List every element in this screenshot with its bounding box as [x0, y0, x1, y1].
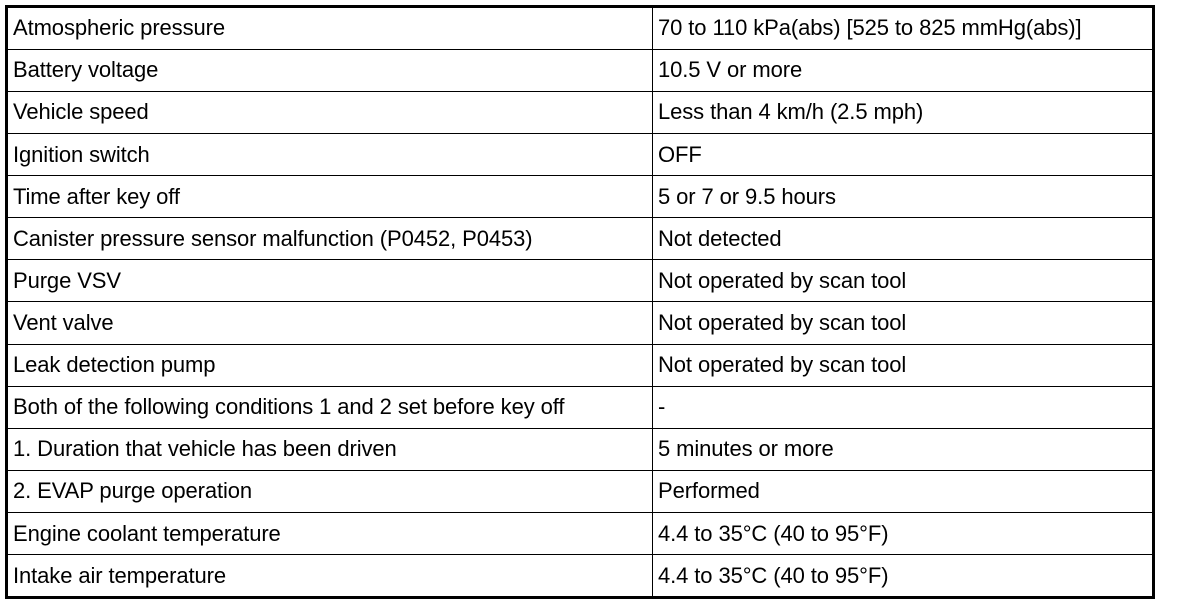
- conditions-table-body: [8, 8, 1152, 596]
- condition-item-cell: Intake air temperature: [8, 555, 653, 596]
- table-row: [8, 470, 1152, 512]
- table-row: [8, 302, 1152, 344]
- condition-item-cell: 1. Duration that vehicle has been driven: [8, 428, 653, 470]
- condition-value-cell: Not detected: [653, 218, 1153, 260]
- condition-value-cell: 70 to 110 kPa(abs) [525 to 825 mmHg(abs)]: [653, 8, 1153, 49]
- conditions-table-frame: [5, 5, 1155, 599]
- condition-value-cell: Less than 4 km/h (2.5 mph): [653, 91, 1153, 133]
- table-row: [8, 260, 1152, 302]
- table-row: [8, 134, 1152, 176]
- table-row: [8, 344, 1152, 386]
- condition-value-cell: Performed: [653, 470, 1153, 512]
- table-row: [8, 428, 1152, 470]
- condition-item-cell: Leak detection pump: [8, 344, 653, 386]
- table-row: [8, 513, 1152, 555]
- table-row: [8, 176, 1152, 218]
- condition-value-cell: -: [653, 386, 1153, 428]
- condition-item-cell: Engine coolant temperature: [8, 513, 653, 555]
- table-row: [8, 8, 1152, 49]
- condition-item-cell: Both of the following conditions 1 and 2 set before key off: [8, 386, 653, 428]
- condition-value-cell: OFF: [653, 134, 1153, 176]
- table-row: [8, 386, 1152, 428]
- condition-item-cell: Canister pressure sensor malfunction (P0452, P0453): [8, 218, 653, 260]
- condition-value-cell: 5 minutes or more: [653, 428, 1153, 470]
- table-row: [8, 49, 1152, 91]
- condition-value-cell: Not operated by scan tool: [653, 344, 1153, 386]
- condition-item-cell: Vent valve: [8, 302, 653, 344]
- condition-item-cell: 2. EVAP purge operation: [8, 470, 653, 512]
- condition-item-cell: Vehicle speed: [8, 91, 653, 133]
- table-row: [8, 218, 1152, 260]
- condition-value-cell: Not operated by scan tool: [653, 302, 1153, 344]
- condition-value-cell: 5 or 7 or 9.5 hours: [653, 176, 1153, 218]
- condition-value-cell: 4.4 to 35°C (40 to 95°F): [653, 513, 1153, 555]
- condition-item-cell: Battery voltage: [8, 49, 653, 91]
- condition-item-cell: Ignition switch: [8, 134, 653, 176]
- condition-item-cell: Atmospheric pressure: [8, 8, 653, 49]
- condition-value-cell: 10.5 V or more: [653, 49, 1153, 91]
- table-row: [8, 555, 1152, 596]
- condition-value-cell: 4.4 to 35°C (40 to 95°F): [653, 555, 1153, 596]
- condition-item-cell: Purge VSV: [8, 260, 653, 302]
- table-row: [8, 91, 1152, 133]
- conditions-table: [8, 8, 1152, 596]
- condition-item-cell: Time after key off: [8, 176, 653, 218]
- condition-value-cell: Not operated by scan tool: [653, 260, 1153, 302]
